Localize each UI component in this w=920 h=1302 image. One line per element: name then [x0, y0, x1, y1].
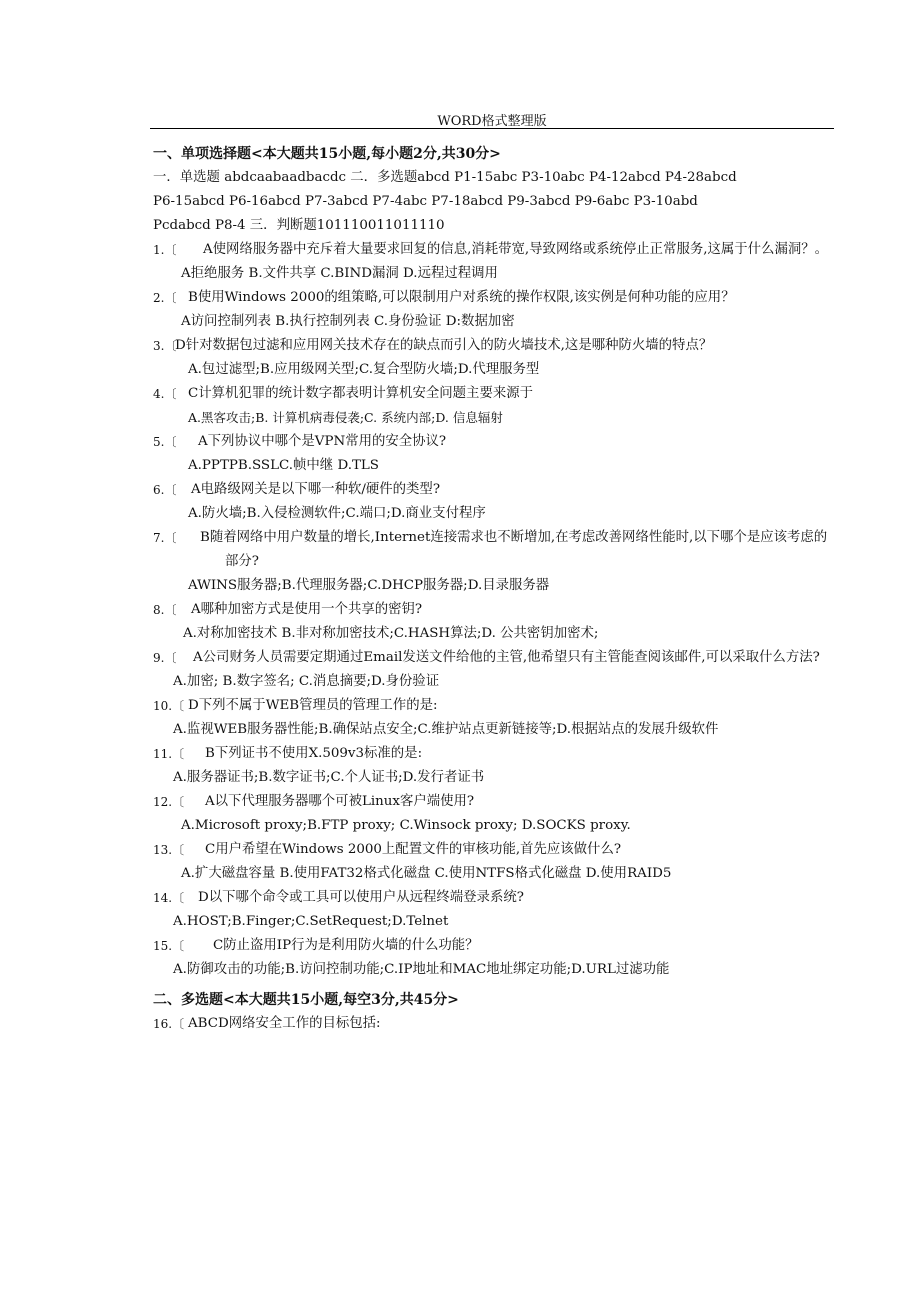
question-number: 1.〔 [153, 243, 177, 257]
question-text: D下列不属于WEB管理员的管理工作的是: [188, 698, 438, 713]
question-9 [153, 646, 833, 670]
question-13 [153, 838, 833, 862]
question-number: 6.〔 [153, 483, 177, 497]
question-2 [153, 286, 833, 310]
answer-line-3: Pcdabcd P8-4 三．判断题101110011011110 [153, 218, 445, 233]
question-11-options: A.服务器证书;B.数字证书;C.个人证书;D.发行者证书 [173, 770, 485, 785]
question-13-options: A.扩大磁盘容量 B.使用FAT32格式化磁盘 C.使用NTFS格式化磁盘 D.使用RAID5 [181, 866, 672, 881]
question-text: B使用Windows 2000的组策略,可以限制用户对系统的操作权限,该实例是何种功能的应用？ [188, 290, 735, 305]
question-text: ABCD网络安全工作的目标包括: [188, 1016, 381, 1031]
question-12 [153, 790, 833, 814]
question-text: C防止盗用IP行为是利用防火墙的什么功能？ [213, 938, 479, 953]
question-number: 11.〔 [153, 747, 185, 761]
question-number: 13.〔 [153, 843, 185, 857]
header-rule [150, 128, 834, 129]
section-1-title: 一、单项选择题<本大题共15小题,每小题2分,共30分> [153, 146, 501, 162]
question-10 [153, 694, 833, 718]
question-4 [153, 382, 833, 406]
question-15-options: A.防御攻击的功能;B.访问控制功能;C.IP地址和MAC地址绑定功能;D.URL过滤功能 [173, 962, 670, 977]
question-text: A公司财务人员需要定期通过Email发送文件给他的主管,他希望只有主管能查阅该邮件,可以采取什么方法? [193, 650, 820, 665]
question-number: 14.〔 [153, 891, 185, 905]
question-number: 3.〔 [153, 339, 177, 353]
question-number: 4.〔 [153, 387, 177, 401]
question-number: 10.〔 [153, 699, 185, 713]
question-number: 7.〔 [153, 531, 177, 545]
question-3-options: A.包过滤型;B.应用级网关型;C.复合型防火墙;D.代理服务型 [188, 362, 540, 377]
question-15 [153, 934, 833, 958]
question-7 [153, 526, 833, 574]
question-text: A以下代理服务器哪个可被Linux客户端使用? [205, 794, 475, 809]
question-text: A下列协议中哪个是VPN常用的安全协议? [198, 434, 447, 449]
question-6-options: A.防火墙;B.入侵检测软件;C.端口;D.商业支付程序 [188, 506, 486, 521]
question-text: A使网络服务器中充斥着大量要求回复的信息,消耗带宽,导致网络或系统停止正常服务,这属于什么漏洞？。 [203, 242, 829, 257]
question-2-options: A访问控制列表 B.执行控制列表 C.身份验证 D:数据加密 [181, 314, 515, 329]
question-9-options: A.加密; B.数字签名; C.消息摘要;D.身份验证 [173, 674, 440, 689]
question-10-options: A.监视WEB服务器性能;B.确保站点安全;C.维护站点更新链接等;D.根据站点的发展升级软件 [173, 722, 719, 737]
question-text: D以下哪个命令或工具可以使用户从远程终端登录系统? [198, 890, 524, 905]
question-1-options: A拒绝服务 B.文件共享 C.BIND漏洞 D.远程过程调用 [181, 266, 498, 281]
question-7-options: AWINS服务器;B.代理服务器;C.DHCP服务器;D.目录服务器 [188, 578, 550, 593]
question-number: 9.〔 [153, 651, 177, 665]
question-5-options: A.PPTPB.SSLC.帧中继 D.TLS [188, 458, 379, 473]
section-2-title: 二、多选题<本大题共15小题,每空3分,共45分> [153, 992, 459, 1008]
answer-line-2: P6-15abcd P6-16abcd P7-3abcd P7-4abc P7-18abcd P9-3abcd P9-6abc P3-10abd [153, 194, 698, 209]
question-text: A哪种加密方式是使用一个共享的密钥? [191, 602, 423, 617]
question-text: D针对数据包过滤和应用网关技术存在的缺点而引入的防火墙技术,这是哪种防火墙的特点？ [175, 338, 713, 353]
question-number: 15.〔 [153, 939, 185, 953]
answer-line-1: 一．单选题 abdcaabaadbacdc 二．多选题abcd P1-15abc P3-10abc P4-12abcd P4-28abcd [153, 170, 737, 185]
question-6 [153, 478, 833, 502]
question-14 [153, 886, 833, 910]
question-3 [153, 334, 833, 358]
question-number: 16.〔 [153, 1017, 185, 1031]
question-5 [153, 430, 833, 454]
page-header: WORD格式整理版 [437, 114, 547, 129]
question-number: 5.〔 [153, 435, 177, 449]
question-text: C计算机犯罪的统计数字都表明计算机安全问题主要来源于 [188, 386, 534, 401]
question-text: B随着网络中用户数量的增长,Internet连接需求也不断增加,在考虑改善网络性能时,以下哪个是应该考虑的部分? [200, 530, 828, 569]
question-4-options: A.黑客攻击;B. 计算机病毒侵袭;C. 系统内部;D. 信息辐射 [188, 410, 503, 425]
question-8 [153, 598, 833, 622]
question-11 [153, 742, 833, 766]
question-number: 2.〔 [153, 291, 177, 305]
question-14-options: A.HOST;B.Finger;C.SetRequest;D.Telnet [173, 914, 449, 929]
question-1 [153, 238, 833, 262]
question-text: C用户希望在Windows 2000上配置文件的审核功能,首先应该做什么? [205, 842, 622, 857]
question-number: 12.〔 [153, 795, 185, 809]
question-8-options: A.对称加密技术 B.非对称加密技术;C.HASH算法;D. 公共密钥加密术; [183, 626, 599, 641]
question-text: B下列证书不使用X.509v3标准的是: [205, 746, 423, 761]
document-body [153, 142, 833, 1036]
question-16 [153, 1012, 833, 1036]
question-text: A电路级网关是以下哪一种软/硬件的类型? [191, 482, 441, 497]
question-number: 8.〔 [153, 603, 177, 617]
question-12-options: A.Microsoft proxy;B.FTP proxy; C.Winsock proxy; D.SOCKS proxy. [181, 818, 631, 833]
